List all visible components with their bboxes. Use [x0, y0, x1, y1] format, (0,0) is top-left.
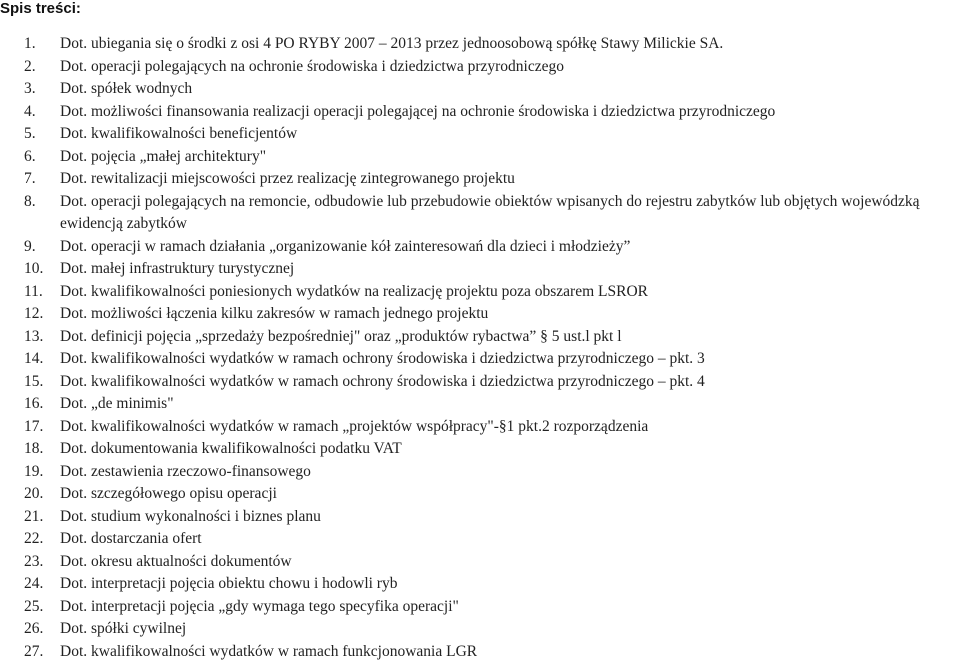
toc-item — [0, 326, 960, 349]
toc-item — [0, 596, 960, 619]
toc-item-number: 16. — [0, 393, 60, 416]
toc-item — [0, 78, 960, 101]
toc-item — [0, 33, 960, 56]
toc-item — [0, 258, 960, 281]
toc-item — [0, 236, 960, 259]
toc-item-text: Dot. interpretacji pojęcia „gdy wymaga tego specyfika operacji" — [60, 596, 960, 619]
toc-item-number: 21. — [0, 506, 60, 529]
toc-item-text: Dot. interpretacji pojęcia obiektu chowu i hodowli ryb — [60, 573, 960, 596]
toc-item-text: Dot. kwalifikowalności beneficjentów — [60, 123, 960, 146]
toc-item-text: Dot. operacji polegających na remoncie, odbudowie lub przebudowie obiektów wpisanych do rejestru zabytków lub objętych wojewódzką ewidencją zabytków — [60, 191, 960, 236]
toc-item-text: Dot. kwalifikowalności poniesionych wydatków na realizację projektu poza obszarem LSROR — [60, 281, 960, 304]
toc-item — [0, 416, 960, 439]
toc-item-number: 20. — [0, 483, 60, 506]
toc-item-text: Dot. zestawienia rzeczowo-finansowego — [60, 461, 960, 484]
toc-item-number: 23. — [0, 551, 60, 574]
toc-item — [0, 123, 960, 146]
toc-item-text: Dot. ubiegania się o środki z osi 4 PO RYBY 2007 – 2013 przez jednoosobową spółkę Stawy Milickie SA. — [60, 33, 960, 56]
toc-item-number: 15. — [0, 371, 60, 394]
toc-item — [0, 506, 960, 529]
toc-item-text: Dot. pojęcia „małej architektury" — [60, 146, 960, 169]
toc-item-number: 11. — [0, 281, 60, 304]
toc-item-text: Dot. możliwości finansowania realizacji operacji polegającej na ochronie środowiska i dziedzictwa przyrodniczego — [60, 101, 960, 124]
toc-item-number: 26. — [0, 618, 60, 641]
toc-item — [0, 573, 960, 596]
toc-item-text: Dot. dokumentowania kwalifikowalności podatku VAT — [60, 438, 960, 461]
toc-item-text: Dot. definicji pojęcia „sprzedaży bezpośredniej" oraz „produktów rybactwa” § 5 ust.l pkt l — [60, 326, 960, 349]
toc-item-number: 14. — [0, 348, 60, 371]
toc-item — [0, 348, 960, 371]
toc-item-text: Dot. rewitalizacji miejscowości przez realizację zintegrowanego projektu — [60, 168, 960, 191]
toc-item — [0, 393, 960, 416]
toc-item — [0, 438, 960, 461]
toc-item-number: 10. — [0, 258, 60, 281]
toc-item — [0, 191, 960, 236]
toc-item — [0, 101, 960, 124]
toc-item-text: Dot. operacji polegających na ochronie środowiska i dziedzictwa przyrodniczego — [60, 56, 960, 79]
toc-item — [0, 146, 960, 169]
toc-item-text: Dot. szczegółowego opisu operacji — [60, 483, 960, 506]
toc-item-text: Dot. operacji w ramach działania „organizowanie kół zainteresowań dla dzieci i młodzieży” — [60, 236, 960, 259]
toc-item-number: 13. — [0, 326, 60, 349]
toc-item-number: 4. — [0, 101, 60, 124]
toc-item-number: 9. — [0, 236, 60, 259]
toc-item-number: 17. — [0, 416, 60, 439]
toc-item-number: 7. — [0, 168, 60, 191]
toc-item-text: Dot. studium wykonalności i biznes planu — [60, 506, 960, 529]
toc-item — [0, 168, 960, 191]
toc-item-number: 27. — [0, 641, 60, 663]
toc-item — [0, 641, 960, 663]
toc-item — [0, 303, 960, 326]
toc-item-text: Dot. okresu aktualności dokumentów — [60, 551, 960, 574]
toc-item-text: Dot. możliwości łączenia kilku zakresów w ramach jednego projektu — [60, 303, 960, 326]
toc-item — [0, 461, 960, 484]
toc-item-number: 3. — [0, 78, 60, 101]
toc-item-number: 24. — [0, 573, 60, 596]
toc-item-text: Dot. spółek wodnych — [60, 78, 960, 101]
toc-item-text: Dot. spółki cywilnej — [60, 618, 960, 641]
toc-item-text: Dot. dostarczania ofert — [60, 528, 960, 551]
toc-list — [0, 33, 960, 663]
toc-item — [0, 56, 960, 79]
toc-item-number: 1. — [0, 33, 60, 56]
toc-item — [0, 281, 960, 304]
toc-item-text: Dot. kwalifikowalności wydatków w ramach funkcjonowania LGR — [60, 641, 960, 663]
toc-item — [0, 528, 960, 551]
toc-item-text: Dot. „de minimis" — [60, 393, 960, 416]
toc-item-number: 19. — [0, 461, 60, 484]
toc-item-number: 12. — [0, 303, 60, 326]
toc-item-text: Dot. kwalifikowalności wydatków w ramach „projektów współpracy"-§1 pkt.2 rozporządzenia — [60, 416, 960, 439]
toc-item-number: 8. — [0, 191, 60, 236]
toc-title: Spis treści: — [0, 0, 81, 18]
toc-item — [0, 371, 960, 394]
toc-item-number: 25. — [0, 596, 60, 619]
toc-item — [0, 551, 960, 574]
toc-item — [0, 483, 960, 506]
toc-item-number: 6. — [0, 146, 60, 169]
toc-item-number: 5. — [0, 123, 60, 146]
toc-item-number: 18. — [0, 438, 60, 461]
toc-item — [0, 618, 960, 641]
toc-item-text: Dot. małej infrastruktury turystycznej — [60, 258, 960, 281]
toc-item-number: 2. — [0, 56, 60, 79]
toc-item-text: Dot. kwalifikowalności wydatków w ramach ochrony środowiska i dziedzictwa przyrodniczego – pkt. 4 — [60, 371, 960, 394]
toc-item-number: 22. — [0, 528, 60, 551]
toc-item-text: Dot. kwalifikowalności wydatków w ramach ochrony środowiska i dziedzictwa przyrodniczego – pkt. 3 — [60, 348, 960, 371]
